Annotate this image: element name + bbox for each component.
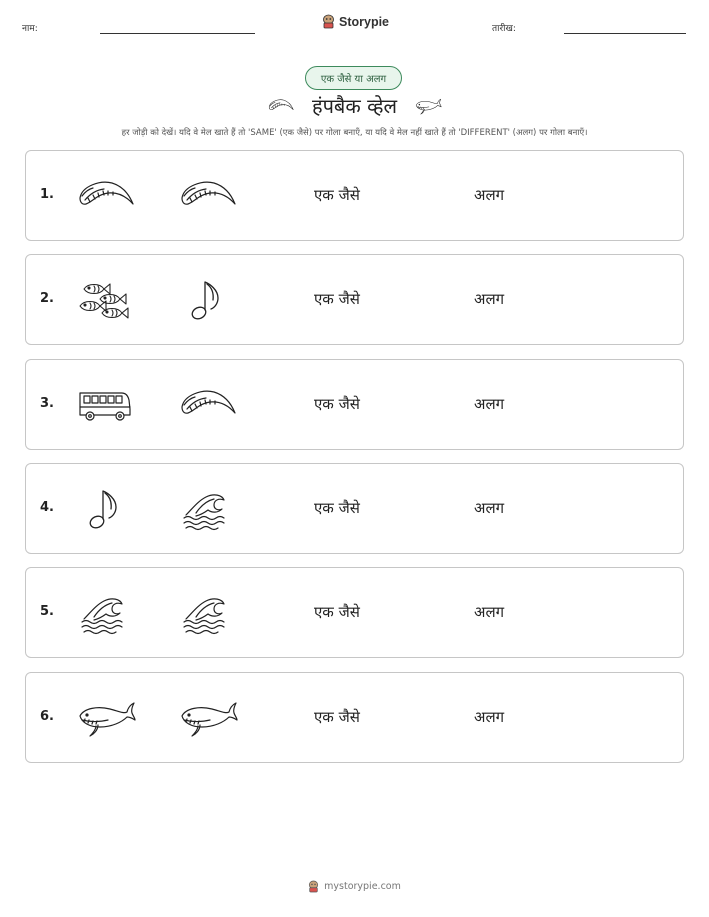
exercise-row: [25, 150, 684, 241]
brand-logo: [322, 14, 389, 29]
date-field-line[interactable]: [564, 33, 686, 34]
worksheet-type-badge: एक जैसे या अलग: [305, 66, 402, 90]
name-label: नाम:: [22, 24, 38, 34]
exercise-row: [25, 254, 684, 345]
same-option[interactable]: एक जैसे: [314, 290, 360, 309]
whale-icon: [76, 696, 136, 740]
page-title: हंपबैक व्हेल: [311, 94, 398, 118]
exercise-row: [25, 672, 684, 763]
different-option[interactable]: अलग: [474, 707, 505, 726]
row-number: 1.: [40, 187, 54, 202]
different-option[interactable]: अलग: [474, 498, 505, 517]
whale-icon: [411, 96, 445, 116]
fish-school-icon: [76, 278, 136, 322]
footer: [0, 880, 709, 893]
krill-icon: [264, 96, 298, 116]
same-option[interactable]: एक जैसे: [314, 603, 360, 622]
row-number: 3.: [40, 395, 54, 411]
different-option[interactable]: अलग: [474, 186, 505, 204]
row-number: 5.: [40, 604, 54, 620]
instructions: हर जोड़ी को देखें। यदि वे मेल खाते हैं तो 'SAME' (एक जैसे) पर गोला बनाएँ, या यदि वे मेल नहीं खाते हैं तो 'DIFFERENT' (अलग) पर गोला बनाएँ।: [121, 128, 588, 138]
storypie-mascot-icon: [322, 14, 335, 29]
same-option[interactable]: एक जैसे: [314, 707, 360, 726]
wave-icon: [76, 591, 136, 635]
row-number: 2.: [40, 291, 54, 307]
title-row: [0, 92, 709, 119]
exercise-row: [25, 463, 684, 554]
same-option[interactable]: एक जैसे: [314, 186, 360, 204]
brand-name: Storypie: [339, 14, 390, 29]
date-label: तारीख:: [492, 24, 516, 34]
row-number: 4.: [40, 499, 54, 515]
wave-icon: [178, 591, 238, 635]
name-field-line[interactable]: [100, 33, 255, 34]
krill-icon: [76, 174, 136, 218]
different-option[interactable]: अलग: [474, 394, 505, 413]
different-option[interactable]: अलग: [474, 290, 505, 309]
same-option[interactable]: एक जैसे: [314, 498, 360, 517]
exercise-row: [25, 359, 684, 450]
krill-icon: [178, 383, 238, 427]
same-option[interactable]: एक जैसे: [314, 394, 360, 413]
row-number: 6.: [40, 708, 54, 724]
music-note-icon: [178, 278, 238, 322]
footer-site: mystorypie.com: [324, 881, 401, 892]
bus-icon: [76, 383, 136, 427]
storypie-mascot-icon: [308, 880, 319, 893]
whale-icon: [178, 696, 238, 740]
krill-icon: [178, 174, 238, 218]
different-option[interactable]: अलग: [474, 603, 505, 622]
exercise-row: [25, 567, 684, 658]
wave-icon: [178, 487, 238, 531]
music-note-icon: [76, 487, 136, 531]
